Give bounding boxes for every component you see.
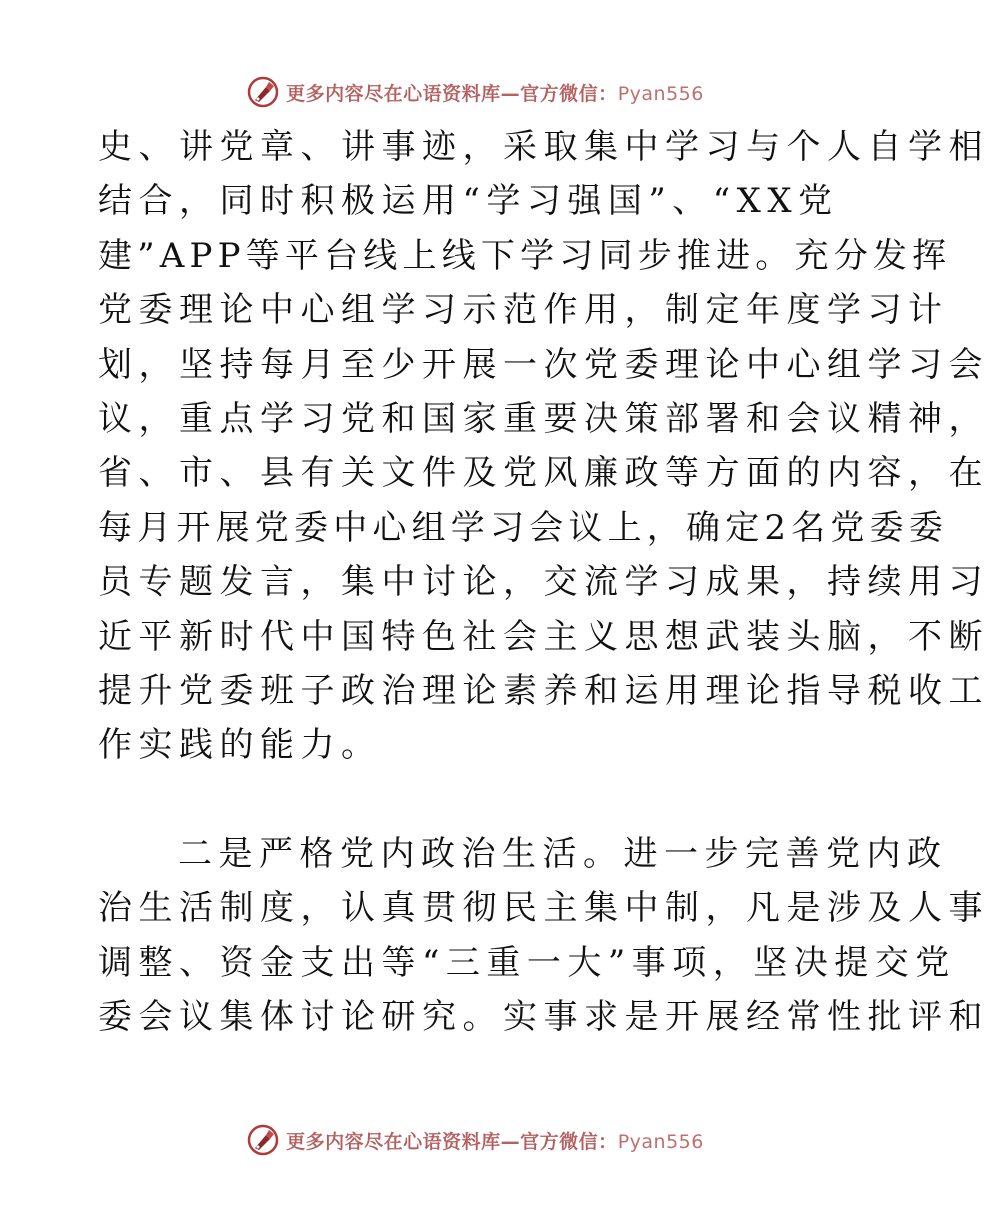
text-line: 作实践的能力。	[98, 725, 382, 766]
text-line: 提升党委班子政治理论素养和运用理论指导税收工	[98, 670, 989, 711]
text-line: 委会议集体讨论研究。实事求是开展经常性批评和	[98, 997, 989, 1038]
text-line: 二是严格党内政治生活。进一步完善党内政	[178, 834, 948, 875]
text-line: 划，坚持每月至少开展一次党委理论中心组学习会	[98, 344, 989, 385]
text-line: 调整、资金支出等“三重一大”事项，坚决提交党	[98, 942, 956, 983]
text-line: 议，重点学习党和国家重要决策部署和会议精神，	[98, 398, 989, 439]
banner-text	[286, 79, 704, 106]
text-line: 近平新时代中国特色社会主义思想武装头脑，不断	[98, 616, 989, 657]
text-line: 每月开展党委中心组学习会议上，确定2名党委委	[98, 507, 949, 548]
wechat-account: Pyan556	[617, 82, 704, 105]
site-name: 更多内容尽在心语资料库	[286, 1130, 501, 1153]
wechat-account: Pyan556	[617, 1130, 704, 1153]
site-name: 更多内容尽在心语资料库	[286, 82, 501, 105]
text-line: 省、市、县有关文件及党风廉政等方面的内容，在	[98, 453, 989, 494]
footer-banner	[0, 1118, 950, 1162]
pen-logo-icon	[246, 1123, 280, 1157]
wechat-label: 官方微信：	[520, 82, 618, 105]
banner-separator: —	[500, 1130, 521, 1153]
pen-logo-icon	[246, 75, 280, 109]
header-banner	[0, 70, 950, 114]
text-line: 治生活制度，认真贯彻民主集中制，凡是涉及人事	[98, 888, 989, 929]
text-line: 党委理论中心组学习示范作用，制定年度学习计	[98, 290, 949, 331]
document-body	[98, 120, 989, 1045]
text-line: 建”APP等平台线上线下学习同步推进。充分发挥	[98, 235, 952, 276]
banner-text	[286, 1127, 704, 1154]
wechat-label: 官方微信：	[520, 1130, 618, 1153]
text-line: 史、讲党章、讲事迹，采取集中学习与个人自学相	[98, 127, 989, 167]
paragraph-gap	[98, 773, 858, 827]
text-line: 结合，同时积极运用“学习强国”、“XX党	[98, 181, 839, 222]
text-line: 员专题发言，集中讨论，交流学习成果，持续用习	[98, 562, 989, 603]
banner-separator: —	[500, 82, 521, 105]
